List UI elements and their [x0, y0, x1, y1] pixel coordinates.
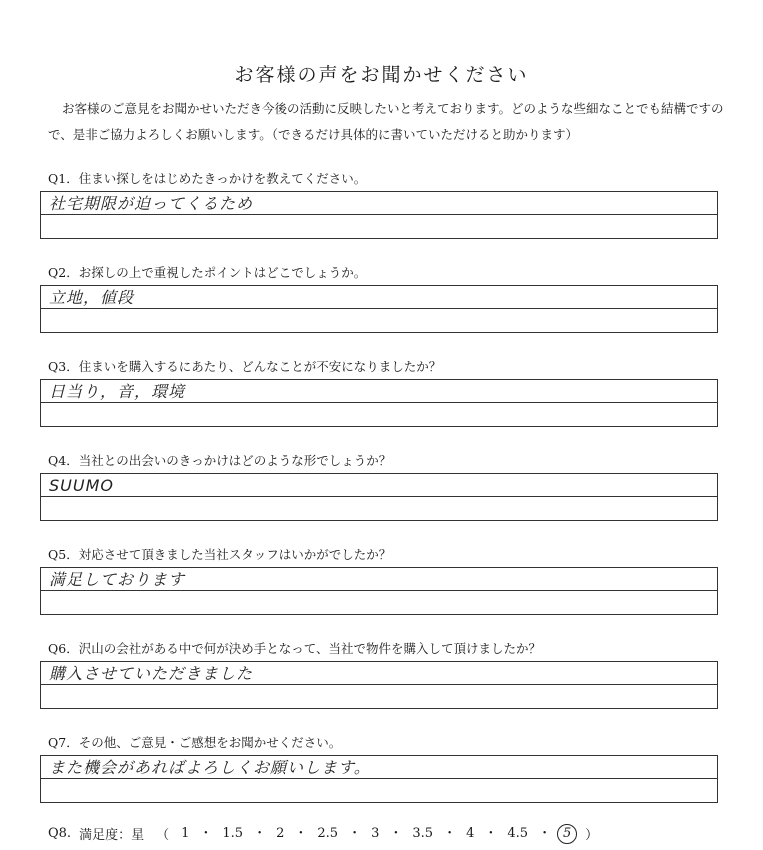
rating-option-4[interactable]: 4 [466, 826, 475, 841]
rating-option-3[interactable]: 3 [371, 826, 380, 841]
question-label: Q4．当社との出会いのきっかけはどのような形でしょうか？ [48, 453, 392, 468]
answer-box[interactable] [40, 755, 718, 803]
rating-separator: ・ [443, 826, 457, 841]
rating-separator: ・ [484, 826, 498, 841]
question-label: Q1．住まい探しをはじめたきっかけを教えてください。 [48, 171, 367, 186]
q8-label: Q8. [48, 825, 72, 841]
question-1 [40, 170, 720, 239]
question-label: Q6．沢山の会社がある中で何が決め手となって、当社で物件を購入して頂けましたか？ [48, 641, 541, 656]
handwritten-answer: また機会があればよろしくお願いします。 [49, 758, 371, 777]
question-label: Q3．住まいを購入するにあたり、どんなことが不安になりましたか？ [48, 359, 442, 374]
rating-options [175, 822, 579, 844]
close-paren: ） [585, 827, 599, 843]
question-label: Q7．その他、ご意見・ご感想をお聞かせください。 [48, 735, 342, 750]
handwritten-answer: 立地，値段 [49, 288, 135, 307]
intro-text: お客様のご意見をお聞かせいただき今後の活動に反映したいと考えております。どのような些細なことでも結構ですので、是非ご協力よろしくお願いします。（できるだけ具体的に書いていただけると助かります） [48, 101, 724, 142]
answer-box[interactable] [40, 191, 718, 239]
handwritten-answer: 購入させていただきました [49, 664, 254, 683]
question-2 [40, 264, 720, 333]
answer-box[interactable] [40, 285, 718, 333]
answer-box[interactable] [40, 661, 718, 709]
handwritten-answer: 社宅期限が迫ってくるため [49, 194, 254, 213]
answer-box[interactable] [40, 567, 718, 615]
satisfaction-rating [48, 822, 604, 844]
rating-option-2[interactable]: 2 [276, 826, 285, 841]
q8-title: 満足度：星 [79, 827, 145, 843]
rating-separator: ・ [348, 826, 362, 841]
answer-box[interactable] [40, 379, 718, 427]
rating-separator: ・ [294, 826, 308, 841]
page-title: お客様の声をお聞かせください [234, 64, 529, 86]
question-5 [40, 546, 720, 615]
answer-divider [41, 496, 717, 497]
rating-separator: ・ [389, 826, 403, 841]
open-paren: （ [156, 827, 170, 843]
rating-option-2-5[interactable]: 2.5 [317, 826, 339, 841]
question-7 [40, 734, 720, 803]
handwritten-answer: SUUMO [49, 476, 114, 495]
rating-separator: ・ [538, 826, 552, 841]
rating-option-4-5[interactable]: 4.5 [507, 826, 529, 841]
question-label: Q2．お探しの上で重視したポイントはどこでしょうか。 [48, 265, 367, 280]
question-4 [40, 452, 720, 521]
answer-divider [41, 308, 717, 309]
question-label: Q5．対応させて頂きました当社スタッフはいかがでしたか？ [48, 547, 392, 562]
question-6 [40, 640, 720, 709]
rating-option-1-5[interactable]: 1.5 [222, 826, 244, 841]
rating-separator: ・ [253, 826, 267, 841]
rating-option-5[interactable]: 5 [557, 824, 577, 844]
rating-option-1[interactable]: 1 [181, 826, 190, 841]
answer-box[interactable] [40, 473, 718, 521]
handwritten-answer: 満足しております [49, 570, 186, 589]
rating-separator: ・ [199, 826, 213, 841]
handwritten-answer: 日当り，音，環境 [49, 382, 186, 401]
question-3 [40, 358, 720, 427]
rating-option-3-5[interactable]: 3.5 [412, 826, 434, 841]
